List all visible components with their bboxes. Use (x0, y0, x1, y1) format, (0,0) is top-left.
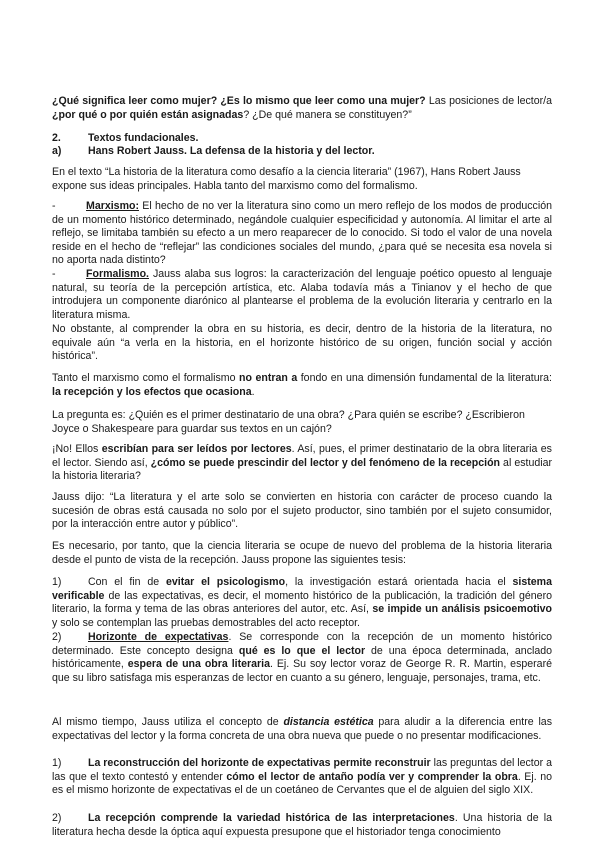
dash: - (52, 268, 56, 280)
subpoint-2: 2) La recepción comprende la variedad histórica de las interpretaciones. Una historia de la literatura hecha desde la óptica aquí expuesta presupone que el historiador tenga conocimiento (52, 812, 552, 838)
thesis-2: 2) Horizonte de expectativas. Se corresponde con la recepción de un momento histórico determinado. Este concepto designa qué es lo que el lector de una época determinada, anclado históricamente, espera de una obra literaria. Ej. Su soy lector voraz de George R. R. Martin, esperaré que su libro satisfaga mis esperanzas de lector en cuanto a su género, lenguaje, personajes, trama, etc. (52, 631, 553, 684)
subpoint-number: 1) (52, 757, 62, 769)
subpoint-1: 1) La reconstrucción del horizonte de expectativas permite reconstruir las preguntas del lector a las que el texto contestó y entender cómo el lector de antaño podía ver y comprender la obra. Ej. no es el mismo horizonte de expectativas el de un coetáneo de Cervantes que el de alguien del siglo XIX. (52, 757, 553, 796)
distancia-estetica-term: distancia estética (283, 716, 374, 728)
paragraph-pregunta: La pregunta es: ¿Quién es el primer destinatario de una obra? ¿Para quién se escribe? ¿Escribieron Joyce o Shakespeare para guardar sus textos en un cajón? (52, 409, 525, 435)
intro-paragraph: ¿Qué significa leer como mujer? ¿Es lo mismo que leer como una mujer? Las posiciones de lector/a ¿por qué o por quién están asignadas? ¿De qué manera se constituyen?” (52, 95, 552, 121)
thesis-2-label: Horizonte de expectativas (88, 631, 229, 643)
section-number: 2. (52, 132, 61, 144)
section-2-heading (52, 132, 552, 146)
paragraph-distancia: Al mismo tiempo, Jauss utiliza el concepto de distancia estética para aludir a la diferencia entre las expectativas del lector y la forma concreta de una obra nueva que puede o no presentar modificaciones. (52, 716, 552, 742)
subsection-letter: a) (52, 145, 62, 157)
paragraph-necesario: Es necesario, por tanto, que la ciencia literaria se ocupe de nuevo del problema de la historia literaria desde el punto de vista de la recepción. Jauss propone las siguientes tesis: (52, 540, 552, 566)
intro-question-1: ¿Qué significa leer como mujer? ¿Es lo mismo que leer como una mujer? (52, 95, 426, 107)
marxismo-label: Marxismo: (86, 200, 139, 212)
subsection-title: Hans Robert Jauss. La defensa de la historia y del lector. (88, 145, 375, 157)
paragraph-jauss-quote: Jauss dijo: “La literatura y el arte solo se convierten en historia con carácter de proceso cuando la sucesión de obras está causada no solo por el sujeto productor, sino también por el sujeto consumidor, por la interacción entre autor y público”. (52, 491, 552, 530)
marxismo-paragraph: - Marxismo: El hecho de no ver la literatura sino como un mero reflejo de los modos de producción de un momento histórico determinado, negándole cualquier especificidad y autonomía. Al limitar el arte al reflejo, se limitaba también su efecto a un mero reaparecer de lo conocido. Si todo el valor de una novela reside en el hecho de “reflejar” las condiciones sociales del mundo, ¿para qué se necesita esa novela si no aporta nada distinto? (52, 200, 552, 266)
formalismo-paragraph: - Formalismo. Jauss alaba sus logros: la caracterización del lenguaje poético opuesto al lenguaje natural, su teoría de la percepción artística, etc. Alaba todavía más a Tinianov y el hecho de que introdujera un componente diarónico al plantearse el problema de la evolución literaria y centrarlo en la literatura misma. (52, 268, 552, 321)
subpoint-number: 2) (52, 812, 62, 824)
paragraph-tanto: Tanto el marxismo como el formalismo no entran a fondo en una dimensión fundamental de la literatura: la recepción y los efectos que ocasiona. (52, 372, 552, 398)
paragraph-no: ¡No! Ellos escribían para ser leídos por lectores. Así, pues, el primer destinatario de la obra literaria es el lector. Siendo así, ¿cómo se puede prescindir del lector y del fenómeno de la recepción al estudiar la historia literaria? (52, 443, 553, 482)
formalismo-continuation: No obstante, al comprender la obra en su historia, es decir, dentro de la historia de la literatura, no equivale aún “a verla en la historia, en el horizonte histórico de su origen, función social y acción histórica”. (52, 323, 552, 362)
dash: - (52, 200, 56, 212)
thesis-number: 1) (52, 576, 62, 588)
paragraph-texto: En el texto “La historia de la literatura como desafío a la ciencia literaria” (1967), Hans Robert Jauss expone sus ideas principales. Habla tanto del marxismo como del formalismo. (52, 166, 521, 192)
thesis-number: 2) (52, 631, 62, 643)
intro-question-2: ¿por qué o por quién están asignadas (52, 108, 244, 121)
subsection-a-heading (52, 145, 552, 159)
thesis-1: 1) Con el fin de evitar el psicologismo, la investigación estará orientada hacia el sistema verificable de las expectativas, es decir, el momento histórico de la publicación, la tradición del género literario, la forma y tema de las obras anteriores del autor, etc. Así, se impide un análisis psicoemotivo y solo se contemplan las pruebas demostrables del acto receptor. (52, 576, 552, 629)
formalismo-label: Formalismo. (86, 268, 149, 280)
section-title: Textos fundacionales. (88, 132, 199, 144)
